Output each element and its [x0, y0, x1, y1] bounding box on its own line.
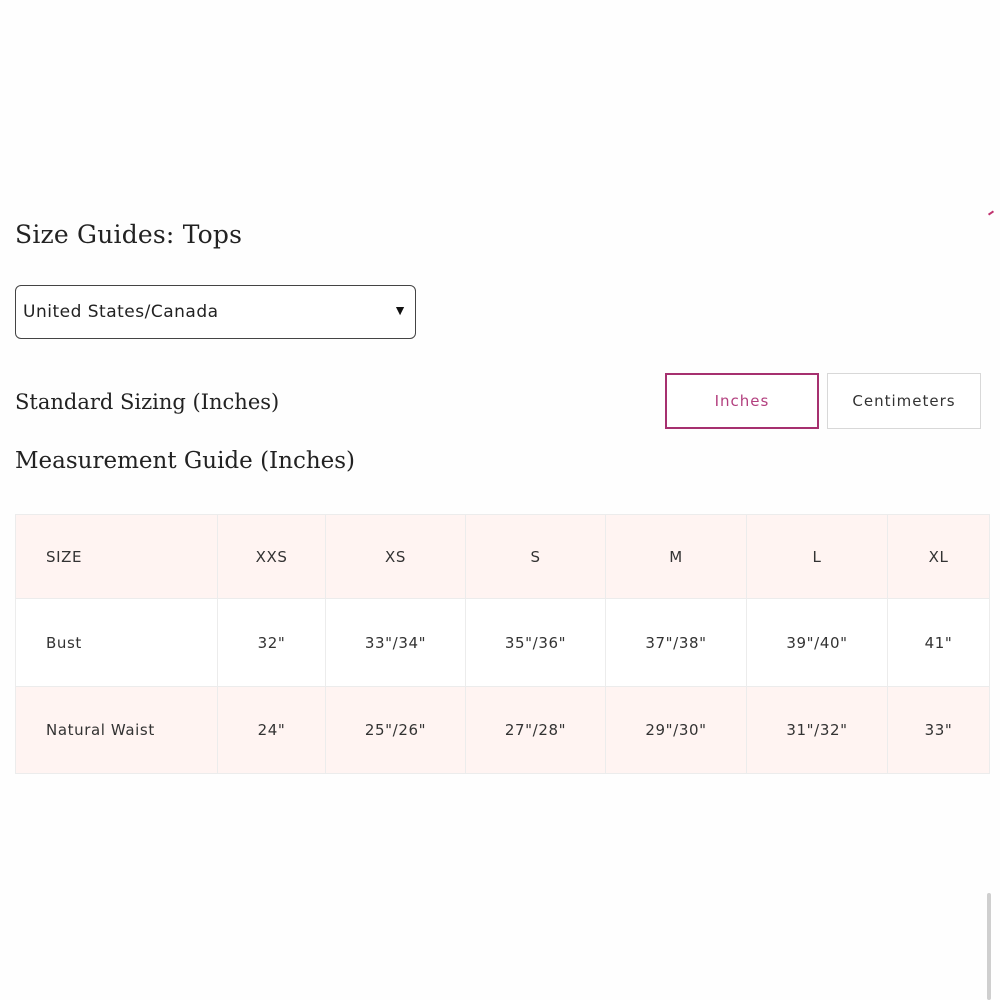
table-cell: 24" [218, 687, 326, 774]
caret-down-icon: ▼ [393, 302, 407, 318]
row-label: Bust [16, 599, 218, 687]
corner-decoration [988, 210, 994, 215]
table-row [16, 599, 990, 687]
table-cell: 37"/38" [606, 599, 747, 687]
table-cell: 39"/40" [747, 599, 888, 687]
header-cell: SIZE [16, 515, 218, 599]
header-cell: XXS [218, 515, 326, 599]
centimeters-button[interactable]: Centimeters [827, 373, 981, 429]
table-header-row [16, 515, 990, 599]
sizing-title: Standard Sizing (Inches) [15, 390, 280, 414]
header-cell: XS [326, 515, 466, 599]
table-cell: 33" [888, 687, 990, 774]
header-cell: XL [888, 515, 990, 599]
inches-button[interactable]: Inches [665, 373, 819, 429]
table-cell: 29"/30" [606, 687, 747, 774]
table-cell: 32" [218, 599, 326, 687]
header-cell: L [747, 515, 888, 599]
table-cell: 31"/32" [747, 687, 888, 774]
table-cell: 35"/36" [466, 599, 606, 687]
table-cell: 33"/34" [326, 599, 466, 687]
header-cell: S [466, 515, 606, 599]
region-select[interactable] [15, 285, 416, 339]
scrollbar[interactable] [987, 893, 991, 1000]
measurement-guide-title: Measurement Guide (Inches) [15, 448, 356, 474]
table-cell: 25"/26" [326, 687, 466, 774]
header-cell: M [606, 515, 747, 599]
page-title: Size Guides: Tops [15, 220, 243, 249]
table-cell: 41" [888, 599, 990, 687]
region-select-value: United States/Canada [23, 302, 219, 322]
table-row [16, 687, 990, 774]
table-cell: 27"/28" [466, 687, 606, 774]
row-label: Natural Waist [16, 687, 218, 774]
size-table [15, 514, 990, 774]
